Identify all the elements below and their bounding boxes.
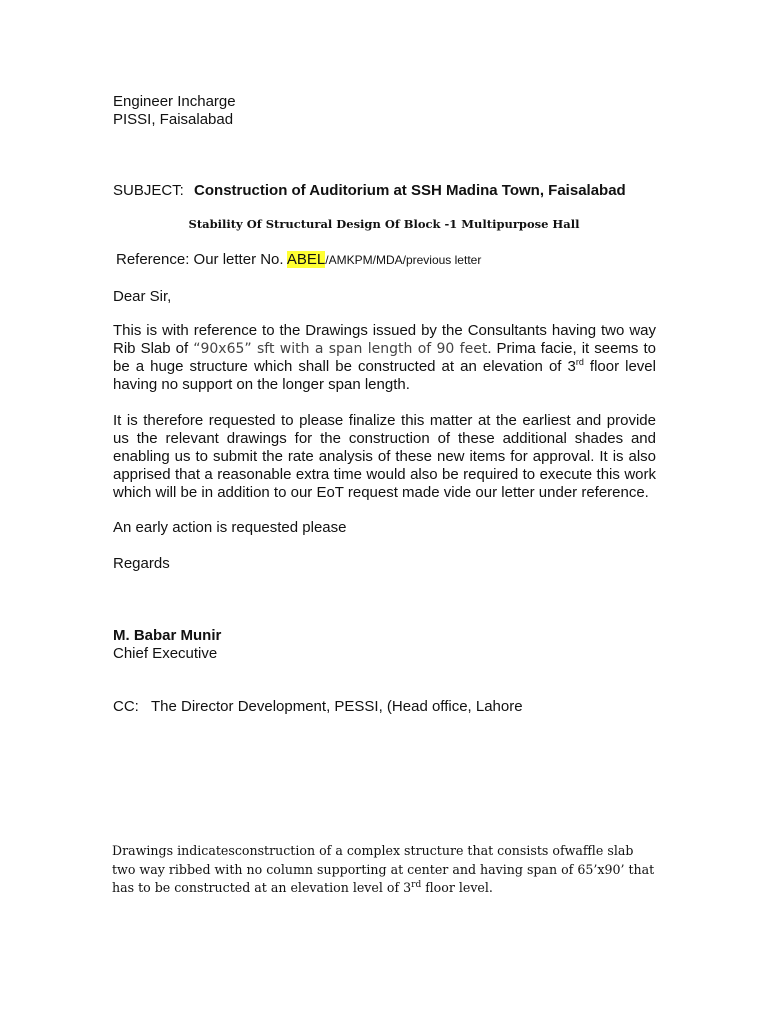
paragraph-1 [113, 322, 656, 394]
paragraph-1-part-1: This is with reference to the Drawings issued by the Consultants having two way Rib Slab of [113, 322, 656, 357]
regards: Regards [113, 555, 170, 572]
recipient-line-2: PISSI, Faisalabad [113, 111, 234, 128]
paragraph-1-part-3: floor level having no support on the longer span length. [113, 358, 656, 393]
subject-line [113, 182, 626, 200]
salutation: Dear Sir, [113, 288, 172, 305]
closing-request: An early action is requested please [113, 519, 347, 536]
reference-line [116, 251, 481, 269]
paragraph-1-part-2: . Prima facie, it seems to be a huge structure which shall be constructed at an elevation of 3 [113, 340, 656, 375]
subject-subtitle: Stability Of Structural Design Of Block -1 Multipurpose Hall [188, 217, 580, 231]
note-line-2: two way ribbed with no column supporting at center and having span of 65’x90’ that [112, 861, 655, 877]
subject-text: Construction of Auditorium at SSH Madina Town, Faisalabad [194, 182, 626, 199]
reference-suffix: /AMKPM/MDA/previous letter [325, 253, 482, 267]
handwritten-style-note [112, 842, 664, 898]
note-line-3-b: floor level. [421, 880, 493, 895]
signatory-title: Chief Executive [113, 645, 218, 662]
subject-label: SUBJECT: [113, 182, 184, 199]
note-line-3-a: has to be constructed at an elevation level of 3 [112, 880, 412, 895]
recipient-line-1: Engineer Incharge [113, 93, 236, 110]
paragraph-2: It is therefore requested to please finalize this matter at the earliest and provide us the relevant drawings for the construction of these additional shades and enabling us to submit the rate analysis of these new items for approval. It is also apprised that a reasonable extra time would also be required to execute this work which will be in addition to our EoT request made vide our letter under reference. [113, 412, 656, 501]
cc-text: The Director Development, PESSI, (Head office, Lahore [151, 698, 523, 715]
paragraph-1-sup: rd [575, 357, 584, 367]
signatory-name: M. Babar Munir [113, 627, 222, 644]
note-line-3-sup: rd [411, 879, 422, 890]
paragraph-1-quoted: “90x65” sft with a span length of 90 feet [193, 341, 488, 357]
reference-highlight: ABEL [286, 251, 326, 268]
note-line-1: Drawings indicatesconstruction of a complex structure that consists ofwaffle slab [112, 843, 634, 858]
cc-label: CC: [113, 698, 139, 715]
cc-line [113, 698, 523, 716]
reference-prefix: Reference: Our letter No. [116, 251, 287, 268]
note-line-3 [112, 879, 664, 898]
